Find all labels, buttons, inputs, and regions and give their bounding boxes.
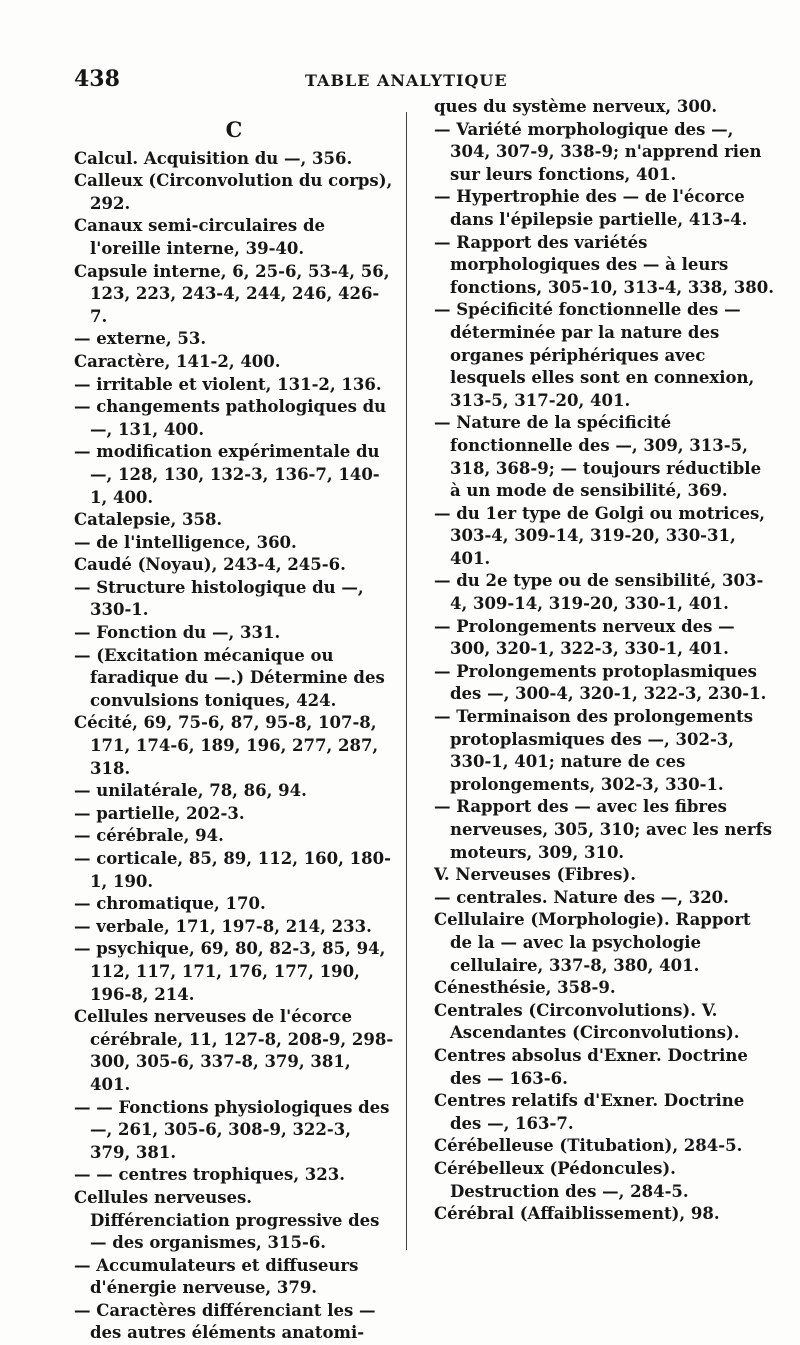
index-entry: — Rapport des — avec les fibres nerveuses, 305, 310; avec les nerfs moteurs, 309, 310.	[434, 797, 772, 862]
index-entry: — Prolongements protoplasmiques des —, 300-4, 320-1, 322-3, 230-1.	[434, 661, 767, 704]
index-entry: Cécité, 69, 75-6, 87, 95-8, 107-8, 171, 174-6, 189, 196, 277, 287, 318.	[74, 713, 379, 778]
index-entry: — Terminaison des prolongements protoplasmiques des —, 302-3, 330-1, 401; nature de ces prolongements, 302-3, 330-1.	[434, 707, 754, 794]
index-entry: — Caractères différenciant les — des autres éléments anatomi-	[74, 1300, 376, 1343]
index-entry: Cérébelleuse (Titubation), 284-5.	[434, 1136, 743, 1156]
running-title: TABLE ANALYTIQUE	[305, 71, 508, 90]
left-entries	[74, 148, 394, 1345]
index-entry: — irritable et violent, 131-2, 136.	[74, 374, 382, 394]
index-entry: — du 2e type ou de sensibilité, 303-4, 309-14, 319-20, 330-1, 401.	[434, 571, 764, 614]
index-entry: ques du système nerveux, 300.	[434, 97, 718, 116]
index-entry: Centres relatifs d'Exner. Doctrine des —, 163-7.	[434, 1091, 745, 1133]
index-entry: — Nature de la spécificité fonctionnelle des —, 309, 313-5, 318, 368-9; — toujours réductible à un mode de sensibilité, 369.	[434, 413, 762, 501]
index-entry: Cérébral (Affaiblissement), 98.	[434, 1204, 720, 1224]
index-entry: — chromatique, 170.	[74, 894, 266, 914]
index-entry: Cellules nerveuses de l'écorce cérébrale, 11, 127-8, 208-9, 298-300, 305-6, 337-8, 379, 381, 401.	[74, 1007, 394, 1094]
index-entry: — (Excitation mécanique ou faradique du —.) Détermine des convulsions toniques, 424.	[74, 645, 385, 710]
column-divider	[406, 112, 407, 1250]
index-entry: Catalepsie, 358.	[74, 510, 223, 530]
index-entry: Cérébelleux (Pédoncules). Destruction des —, 284-5.	[434, 1158, 689, 1201]
index-entry: — externe, 53.	[74, 329, 207, 349]
index-entry: — verbale, 171, 197-8, 214, 233.	[74, 916, 372, 936]
index-entry: Caudé (Noyau), 243-4, 245-6.	[74, 555, 346, 575]
index-entry: Calleux (Circonvolution du corps), 292.	[74, 171, 393, 213]
index-entry: — Rapport des variétés morphologiques des — à leurs fonctions, 305-10, 313-4, 338, 380.	[434, 232, 774, 297]
index-entry: — Fonction du —, 331.	[74, 623, 281, 643]
index-entry: — modification expérimentale du —, 128, 130, 132-3, 136-7, 140-1, 400.	[74, 442, 380, 507]
index-entry: — unilatérale, 78, 86, 94.	[74, 781, 307, 801]
section-letter: C	[225, 117, 243, 142]
right-column	[434, 96, 774, 1226]
index-entry: — de l'intelligence, 360.	[74, 532, 297, 552]
index-entry: — cérébrale, 94.	[74, 826, 224, 846]
index-entry: — Accumulateurs et diffuseurs d'énergie nerveuse, 379.	[74, 1255, 359, 1298]
right-entries	[434, 96, 774, 1226]
index-entry: — changements pathologiques du —, 131, 400.	[74, 397, 387, 439]
index-entry: — Structure histologique du —, 330-1.	[74, 577, 364, 620]
left-column	[74, 119, 394, 1345]
index-entry: Canaux semi-circulaires de l'oreille interne, 39-40.	[74, 216, 325, 258]
index-entry: — corticale, 85, 89, 112, 160, 180-1, 190.	[74, 849, 391, 891]
index-entry: Calcul. Acquisition du —, 356.	[74, 148, 353, 168]
index-entry: — — centres trophiques, 323.	[74, 1165, 345, 1185]
index-entry: — centrales. Nature des —, 320.	[434, 887, 729, 907]
index-entry: — du 1er type de Golgi ou motrices, 303-4, 309-14, 319-20, 330-31, 401.	[434, 503, 765, 568]
index-entry: Capsule interne, 6, 25-6, 53-4, 56, 123, 223, 243-4, 244, 246, 426-7.	[74, 261, 390, 326]
index-entry: Cellules nerveuses. Différenciation progressive des — des organismes, 315-6.	[74, 1187, 380, 1253]
index-entry: — Hypertrophie des — de l'écorce dans l'épilepsie partielle, 413-4.	[434, 187, 748, 229]
index-entry: Centrales (Circonvolutions). V. Ascendantes (Circonvolutions).	[434, 1000, 740, 1043]
index-entry: — Variété morphologique des —, 304, 307-9, 338-9; n'apprend rien sur leurs fonctions, 401.	[434, 119, 762, 184]
index-entry: Cénesthésie, 358-9.	[434, 978, 616, 998]
index-entry: Caractère, 141-2, 400.	[74, 351, 281, 371]
index-entry: Cellulaire (Morphologie). Rapport de la — avec la psychologie cellulaire, 337-8, 380, 401.	[434, 910, 751, 975]
index-entry: — — Fonctions physiologiques des—, 261, 305-6, 308-9, 322-3, 379, 381.	[74, 1097, 390, 1162]
index-entry: — Spécificité fonctionnelle des — déterminée par la nature des organes périphériques avec lesquels elles sont en connexion, 313-5, 317-20, 401.	[434, 300, 755, 410]
index-entry: — Prolongements nerveux des — 300, 320-1, 322-3, 330-1, 401.	[434, 616, 735, 659]
index-entry: V. Nerveuses (Fibres).	[434, 865, 636, 885]
index-entry: — partielle, 202-3.	[74, 803, 245, 823]
index-entry: Centres absolus d'Exner. Doctrine des — 163-6.	[434, 1045, 748, 1088]
index-entry: — psychique, 69, 80, 82-3, 85, 94, 112, 117, 171, 176, 177, 190, 196-8, 214.	[74, 939, 386, 1004]
page-number: 438	[74, 66, 120, 92]
